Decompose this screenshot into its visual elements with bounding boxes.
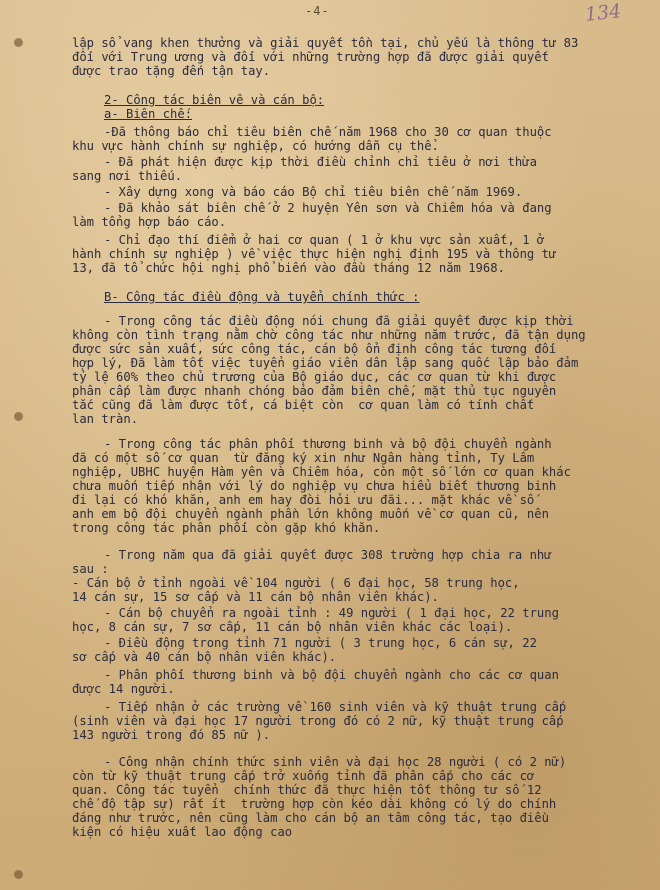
text-line: hành chính sự nghiệp ) về việc thực hiện nghị định 195 và thông tư xyxy=(72,247,557,261)
text-line: - Trong công tác điều động nói chung đã giải quyết được kịp thời xyxy=(104,314,574,328)
text-line: - Phân phối thương binh và bộ đội chuyển ngành cho các cơ quan xyxy=(104,668,559,682)
text-line: - Đã phát hiện được kịp thời điều chỉnh chỉ tiêu ở nơi thừa xyxy=(104,155,537,169)
text-line: đã có một số cơ quan từ đăng ký xin như Ngân hàng tỉnh, Ty Lâm xyxy=(72,451,535,465)
text-line: (sinh viên và đại học 17 người trong đó có 2 nữ, kỹ thuật trung cấp xyxy=(72,714,564,728)
text-line: đáng như trước, nên cũng làm cho cán bộ an tâm công tác, tạo điều xyxy=(72,811,549,825)
text-line: - Điều động trong tỉnh 71 người ( 3 trung học, 6 cán sự, 22 xyxy=(104,636,537,650)
text-line: sau : xyxy=(72,562,109,576)
text-line: đi lại có khó khăn, anh em hay đòi hỏi ưu đãi... mặt khác về số xyxy=(72,493,535,507)
text-line: không còn tình trạng nằm chờ công tác như những năm trước, đã tận dụng xyxy=(72,328,586,342)
text-line: chưa muốn tiếp nhận với lý do nghiệp vụ chưa hiểu biết thương binh xyxy=(72,479,557,493)
text-line: hợp lý, Đã làm tốt việc tuyển giáo viên dân lập sang quốc lập bảo đảm xyxy=(72,356,579,370)
text-line: - Xây dựng xong và báo cáo Bộ chỉ tiêu biên chế năm 1969. xyxy=(104,185,523,199)
text-line: trong công tác phân phối còn gặp khó khăn. xyxy=(72,521,381,535)
text-line: được trao tặng đến tận tay. xyxy=(72,64,271,78)
text-line: 143 người trong đó 85 nữ ). xyxy=(72,728,271,742)
text-line: anh em bộ đội chuyển ngành phần lớn không muốn về cơ quan cũ, nên xyxy=(72,507,549,521)
text-line: phân cấp làm được nhanh chóng bảo đảm biên chế, mặt thủ tục nguyên xyxy=(72,384,557,398)
text-line: học, 8 cán sự, 7 sơ cấp, 11 cán bộ nhân viên khác các loại). xyxy=(72,620,513,634)
text-line: - Công nhận chính thức sinh viên và đại học 28 người ( có 2 nữ) xyxy=(104,755,567,769)
text-line: quan. Công tác tuyển chính thức đã thực hiện tốt thông tư số 12 xyxy=(72,783,542,797)
text-line: còn từ kỹ thuật trung cấp trở xuống tỉnh đã phân cấp cho các cơ xyxy=(72,769,535,783)
text-line: chế độ tập sự) rất ít trường hợp còn kéo dài không có lý do chính xyxy=(72,797,557,811)
text-line: nghiệp, UBHC huyện Hàm yên và Chiêm hóa, còn một số lớn cơ quan khác xyxy=(72,465,571,479)
text-line: làm tổng hợp báo cáo. xyxy=(72,215,227,229)
text-line: - Đã khảo sát biên chế ở 2 huyện Yên sơn và Chiêm hóa và đang xyxy=(104,201,552,215)
text-line: - Chỉ đạo thí điểm ở hai cơ quan ( 1 ở khu vực sản xuất, 1 ở xyxy=(104,233,545,247)
text-line: - Trong năm qua đã giải quyết được 308 trường hợp chia ra như xyxy=(104,548,552,562)
text-line: lập sổ vang khen thưởng và giải quyết tồn tại, chủ yếu là thông tư 83 xyxy=(72,36,579,50)
text-line: kiện có hiệu xuất lao động cao xyxy=(72,825,293,839)
subsection-heading: a- Biên chế: xyxy=(104,107,193,121)
text-line: được 14 người. xyxy=(72,682,175,696)
section-heading: B- Công tác điều động và tuyển chính thức : xyxy=(104,290,420,304)
section-heading: 2- Công tác biên vê và cán bộ: xyxy=(104,93,325,107)
text-line: - Cán bộ ở tỉnh ngoài về 104 người ( 6 đại học, 58 trung học, xyxy=(72,576,520,590)
text-line: - Trong công tác phân phối thương binh và bộ đội chuyển ngành xyxy=(104,437,552,451)
text-line: - Tiếp nhận ở các trường về 160 sinh viên và kỹ thuật trung cấp xyxy=(104,700,567,714)
text-line: 14 cán sự, 15 sơ cấp và 11 cán bộ nhân viên khác). xyxy=(72,590,439,604)
page-number: -4- xyxy=(305,4,330,18)
text-line: được sức sản xuất, sức công tác, cán bộ ổn định công tác tương đối xyxy=(72,342,557,356)
text-line: khu vực hành chính sự nghiệp, có hướng dẫn cụ thể. xyxy=(72,139,439,153)
archive-number: 134 xyxy=(583,0,623,26)
text-line: sang nơi thiếu. xyxy=(72,169,183,183)
text-line: tắc cũng đã làm được tốt, cá biệt còn cơ quan làm có tính chất xyxy=(72,398,535,412)
text-line: -Đã thông báo chỉ tiêu biên chế năm 1968 cho 30 cơ quan thuộc xyxy=(104,125,552,139)
text-line: đối với Trung ương và đối với những trường hợp đã được giải quyết xyxy=(72,50,549,64)
text-line: sơ cấp và 40 cán bộ nhân viên khác). xyxy=(72,650,337,664)
text-line: tỷ lệ 60% theo chủ trương của Bộ giáo dục, các cơ quan từ khi được xyxy=(72,370,557,384)
text-line: lan tràn. xyxy=(72,412,139,426)
text-line: - Cán bộ chuyển ra ngoài tỉnh : 49 người ( 1 đại học, 22 trung xyxy=(104,606,559,620)
text-line: 13, đã tổ chức hội nghị phổ biến vào đầu tháng 12 năm 1968. xyxy=(72,261,505,275)
